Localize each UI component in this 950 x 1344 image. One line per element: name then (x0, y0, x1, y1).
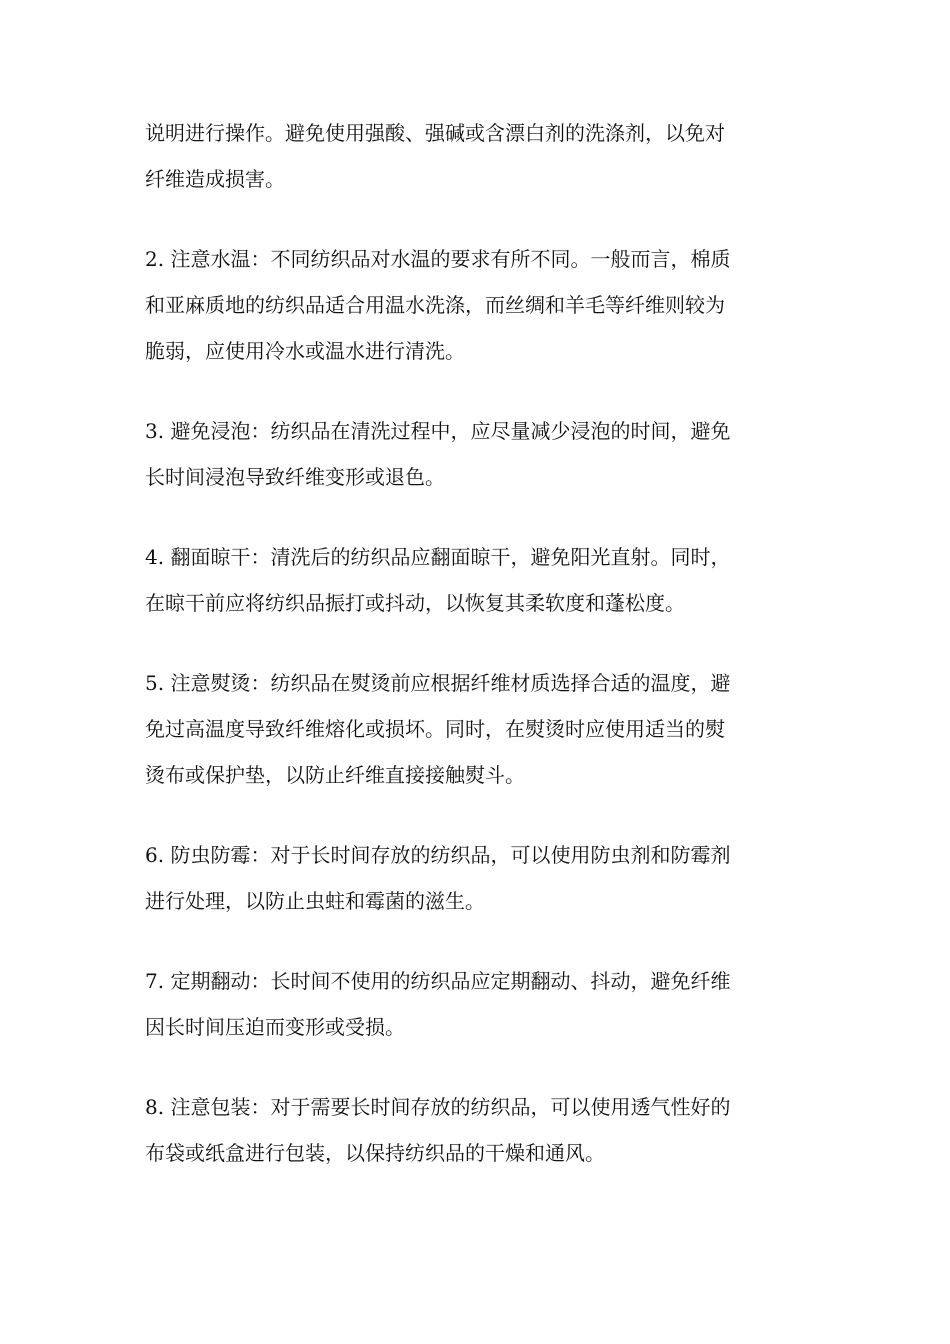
text-line: 8. 注意包装：对于需要长时间存放的纺织品，可以使用透气性好的 (145, 1095, 731, 1119)
paragraph-3 (145, 408, 810, 500)
text-line: 纤维造成损害。 (145, 167, 285, 191)
paragraph-5 (145, 660, 810, 798)
text-line: 5. 注意熨烫：纺织品在熨烫前应根据纤维材质选择合适的温度，避 (145, 671, 731, 695)
text-line: 和亚麻质地的纺织品适合用温水洗涤，而丝绸和羊毛等纤维则较为 (145, 293, 725, 317)
text-line: 布袋或纸盒进行包装，以保持纺织品的干燥和通风。 (145, 1141, 605, 1165)
paragraph-4 (145, 534, 810, 626)
text-line: 烫布或保护垫，以防止纤维直接接触熨斗。 (145, 763, 525, 787)
text-line: 2. 注意水温：不同纺织品对水温的要求有所不同。一般而言，棉质 (145, 247, 731, 271)
document-body (145, 110, 810, 1210)
paragraph-1 (145, 110, 810, 202)
text-line: 7. 定期翻动：长时间不使用的纺织品应定期翻动、抖动，避免纤维 (145, 969, 731, 993)
text-line: 免过高温度导致纤维熔化或损坏。同时，在熨烫时应使用适当的熨 (145, 717, 725, 741)
paragraph-7 (145, 958, 810, 1050)
text-line: 4. 翻面晾干：清洗后的纺织品应翻面晾干，避免阳光直射。同时， (145, 545, 731, 569)
text-line: 脆弱，应使用冷水或温水进行清洗。 (145, 339, 465, 363)
text-line: 3. 避免浸泡：纺织品在清洗过程中，应尽量减少浸泡的时间，避免 (145, 419, 731, 443)
paragraph-6 (145, 832, 810, 924)
paragraph-2 (145, 236, 810, 374)
paragraph-8 (145, 1084, 810, 1176)
text-line: 在晾干前应将纺织品振打或抖动，以恢复其柔软度和蓬松度。 (145, 591, 685, 615)
text-line: 说明进行操作。避免使用强酸、强碱或含漂白剂的洗涤剂，以免对 (145, 121, 725, 145)
text-line: 进行处理，以防止虫蛀和霉菌的滋生。 (145, 889, 485, 913)
text-line: 因长时间压迫而变形或受损。 (145, 1015, 405, 1039)
text-line: 6. 防虫防霉：对于长时间存放的纺织品，可以使用防虫剂和防霉剂 (145, 843, 731, 867)
text-line: 长时间浸泡导致纤维变形或退色。 (145, 465, 445, 489)
